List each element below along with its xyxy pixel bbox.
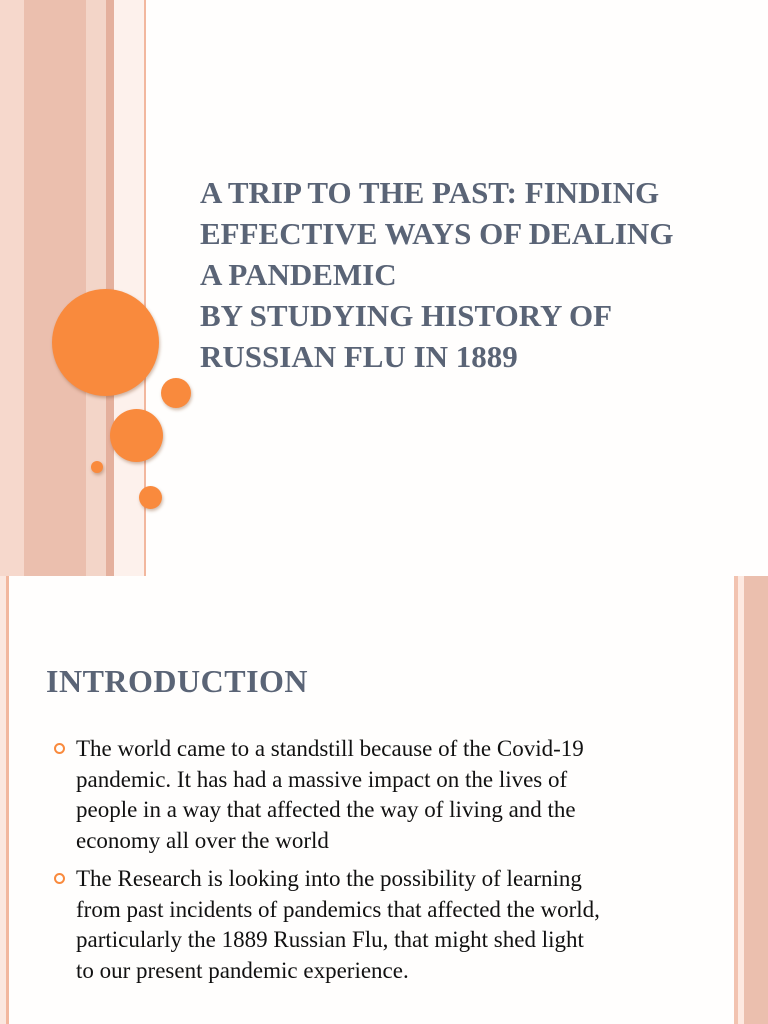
title-line: A TRIP TO THE PAST: FINDING	[200, 175, 660, 210]
title-line: A PANDEMIC	[200, 257, 397, 292]
bullet-line: particularly the 1889 Russian Flu, that might shed light	[76, 927, 584, 952]
bullet-line: pandemic. It has had a massive impact on the lives of	[76, 766, 568, 792]
slide-heading: INTRODUCTION	[46, 663, 309, 699]
decorative-circle-small	[91, 461, 103, 473]
decorative-circle	[161, 378, 191, 408]
decorative-circle	[139, 486, 162, 509]
list-item	[52, 734, 692, 856]
bullet-line: to our present pandemic experience.	[76, 957, 409, 983]
decorative-stripe	[106, 0, 114, 576]
bullet-text	[76, 864, 692, 986]
introduction-slide	[0, 576, 768, 1024]
decorative-circle-large	[52, 289, 159, 396]
decorative-circle-medium	[110, 409, 163, 462]
title-line: RUSSIAN FLU IN 1889	[200, 339, 518, 374]
decorative-stripe	[86, 0, 106, 576]
title-line: EFFECTIVE WAYS OF DEALING	[200, 216, 674, 251]
decorative-divider	[6, 576, 9, 1024]
bullet-list	[52, 734, 692, 994]
bullet-line: from past incidents of pandemics that affected the world,	[76, 896, 600, 922]
slide-title	[200, 172, 740, 377]
decorative-stripe	[114, 0, 144, 576]
circle-bullet-icon	[54, 873, 65, 884]
bullet-line: people in a way that affected the way of living and the	[76, 797, 576, 822]
circle-bullet-icon	[54, 743, 65, 754]
decorative-stripe	[744, 576, 768, 1024]
bullet-line: The Research is looking into the possibility of learning	[76, 866, 582, 891]
bullet-line: economy all over the world	[76, 827, 329, 853]
bullet-line: The world came to a standstill because of the Covid-19	[76, 736, 584, 761]
decorative-stripe	[0, 0, 24, 576]
decorative-stripe	[24, 0, 86, 576]
list-item	[52, 864, 692, 986]
bullet-text	[76, 734, 692, 856]
title-line: BY STUDYING HISTORY OF	[200, 298, 613, 333]
